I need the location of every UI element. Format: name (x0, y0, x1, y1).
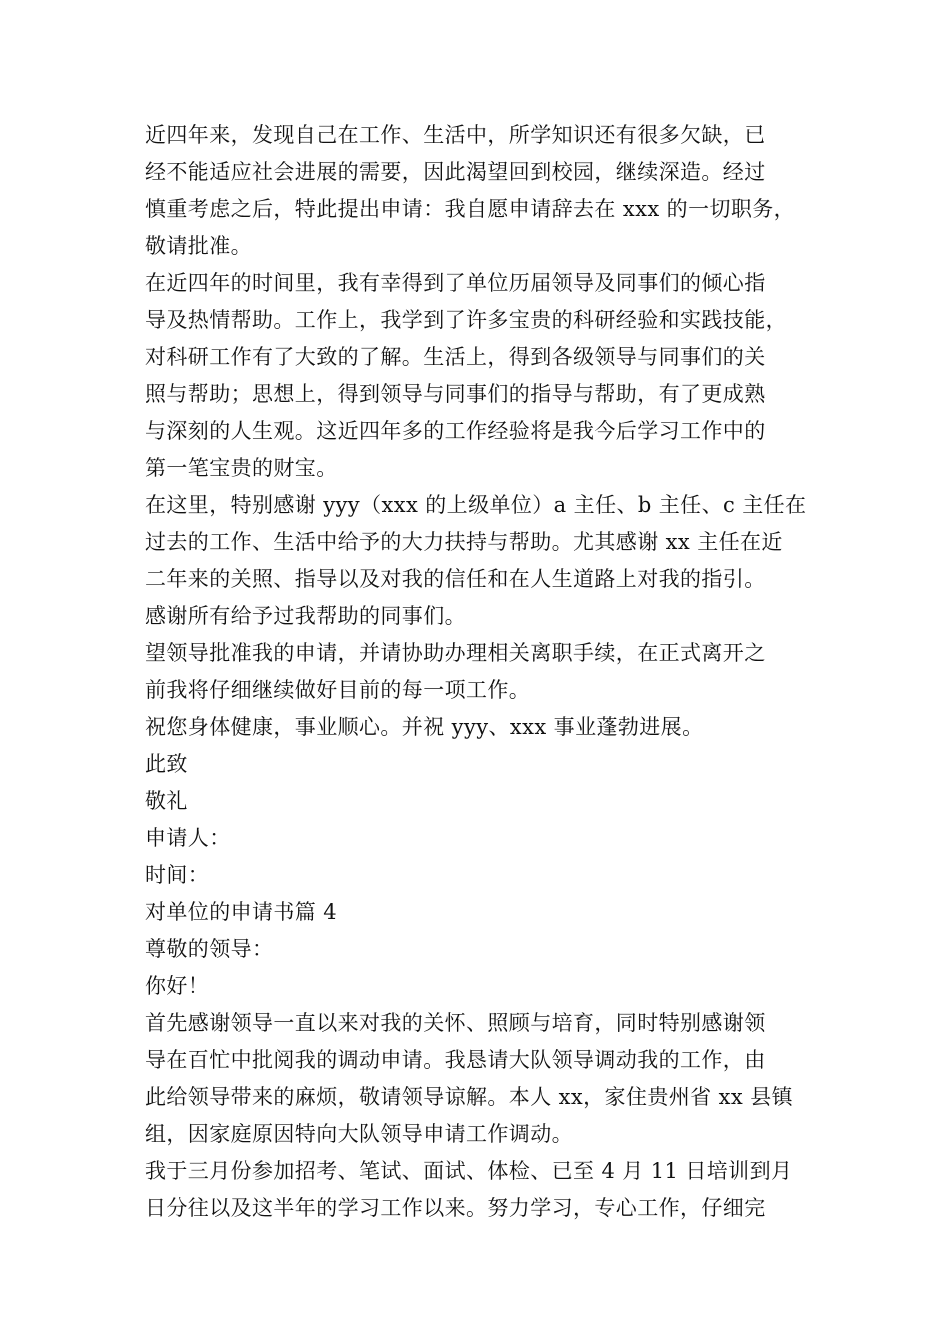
text-line: 对科研工作有了大致的了解。生活上，得到各级领导与同事们的关 (145, 345, 766, 369)
text-line: 过去的工作、生活中给予的大力扶持与帮助。尤其感谢 xx 主任在近 (145, 530, 783, 554)
text-line: 望领导批准我的申请，并请协助办理相关离职手续，在正式离开之 (145, 641, 766, 665)
text-line: 此给领导带来的麻烦，敬请领导谅解。本人 xx，家住贵州省 xx 县镇 (145, 1085, 793, 1109)
text-line: 导及热情帮助。工作上，我学到了许多宝贵的科研经验和实践技能， (145, 308, 787, 332)
closing-line: 此致 (145, 752, 188, 776)
text-line: 经不能适应社会进展的需要，因此渴望回到校园，继续深造。经过 (145, 160, 766, 184)
text-line: 在近四年的时间里，我有幸得到了单位历届领导及同事们的倾心指 (145, 271, 766, 295)
text-line: 敬请批准。 (145, 234, 252, 258)
text-line: 导在百忙中批阅我的调动申请。我恳请大队领导调动我的工作，由 (145, 1048, 766, 1072)
text-line: 第一笔宝贵的财宝。 (145, 456, 338, 480)
section-title: 对单位的申请书篇 4 (145, 900, 338, 924)
text-line: 近四年来，发现自己在工作、生活中，所学知识还有很多欠缺，已 (145, 123, 766, 147)
text-line: 前我将仔细继续做好目前的每一项工作。 (145, 678, 531, 702)
applicant-label: 申请人： (145, 826, 231, 850)
text-line: 我于三月份参加招考、笔试、面试、体检、已至 4 月 11 日培训到月 (145, 1159, 793, 1183)
text-line: 慎重考虑之后，特此提出申请：我自愿申请辞去在 xxx 的一切职务， (145, 197, 796, 221)
document-body (145, 117, 825, 1227)
date-label: 时间： (145, 863, 210, 887)
salutation: 尊敬的领导： (145, 937, 274, 961)
text-line: 二年来的关照、指导以及对我的信任和在人生道路上对我的指引。 (145, 567, 766, 591)
text-line: 照与帮助；思想上，得到领导与同事们的指导与帮助，有了更成熟 (145, 382, 766, 406)
text-line: 日分往以及这半年的学习工作以来。努力学习，专心工作，仔细完 (145, 1196, 766, 1220)
text-line: 与深刻的人生观。这近四年多的工作经验将是我今后学习工作中的 (145, 419, 766, 443)
text-line: 组，因家庭原因特向大队领导申请工作调动。 (145, 1122, 573, 1146)
closing-line: 敬礼 (145, 789, 188, 813)
greeting: 你好！ (145, 974, 210, 998)
text-line: 在这里，特别感谢 yyy（xxx 的上级单位）a 主任、b 主任、c 主任在 (145, 493, 807, 517)
text-line: 感谢所有给予过我帮助的同事们。 (145, 604, 466, 628)
text-line: 祝您身体健康，事业顺心。并祝 yyy、xxx 事业蓬勃进展。 (145, 715, 704, 739)
text-line: 首先感谢领导一直以来对我的关怀、照顾与培育，同时特别感谢领 (145, 1011, 766, 1035)
